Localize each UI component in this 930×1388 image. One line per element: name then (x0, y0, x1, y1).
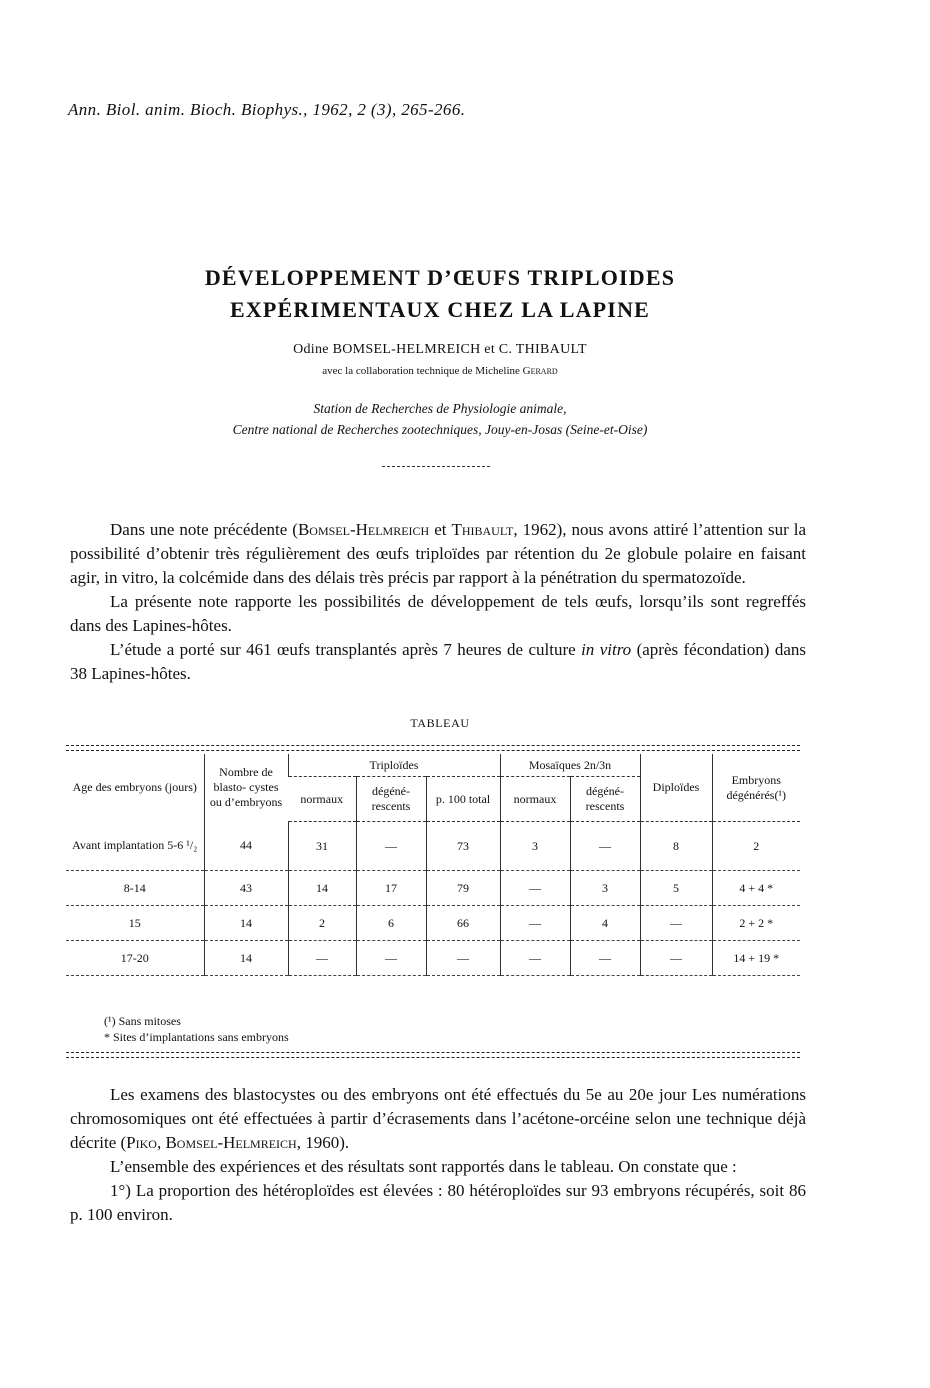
collaboration-line (0, 365, 880, 377)
authors: Odine BOMSEL-HELMREICH et C. THIBAULT (293, 342, 587, 357)
paragraph-1: Dans une note précédente (Bomsel-Helmreich et Thibault, 1962), nous avons attiré l’attention sur la possibilité d’obtenir très régulièrement des œufs triploïdes par rétention du 2e globule polaire en faisant agir, in vitro, la colcémide dans des délais très précis par rapport à la pénétration du spermatozoïde. (70, 520, 806, 587)
table-header-row (66, 754, 800, 777)
table-caption: TABLEAU (410, 716, 470, 730)
table-row: 15 14 2 6 66 — 4 — 2 + 2 * (66, 906, 800, 941)
affiliation-line-1: Station de Recherches de Physiologie animale, (313, 401, 567, 416)
article-title (0, 262, 880, 326)
col-mos-normaux: normaux (500, 777, 570, 822)
col-nombre: Nombre de blasto- cystes ou d’embryons (204, 754, 288, 822)
col-tri-p100: p. 100 total (426, 777, 500, 822)
collab-prefix: avec la collaboration technique de Micheline (322, 365, 523, 377)
table-bottom-rule (66, 1052, 800, 1058)
paragraph-6: 1°) La proportion des hétéroploïdes est élevées : 80 hétéroploïdes sur 93 embryons récupérés, soit 86 p. 100 environ. (70, 1181, 806, 1224)
affiliation (0, 398, 880, 440)
section-separator (382, 466, 490, 469)
results-text (70, 1083, 806, 1227)
paragraph-4: Les examens des blastocystes ou des embryons ont été effectués du 5e au 20e jour Les numérations chromosomiques ont été effectuées à partir d’écrasements dans l’acétone-orcéine selon une technique déjà décrite (Piko, Bomsel-Helmreich, 1960). (70, 1085, 806, 1152)
col-mos-degenerescents: dégéné- rescents (570, 777, 640, 822)
table-row: 17-20 14 — — — — — — 14 + 19 * (66, 941, 800, 976)
paragraph-2: La présente note rapporte les possibilités de développement de tels œufs, lorsqu’ils sont regreffés dans des Lapines-hôtes. (70, 592, 806, 635)
table-row: 8-14 43 14 17 79 — 3 5 4 + 4 * (66, 871, 800, 906)
paragraph-5: L’ensemble des expériences et des résultats sont rapportés dans le tableau. On constate que : (110, 1157, 737, 1176)
col-group-mosaiques: Mosaïques 2n/3n (500, 754, 640, 777)
paragraph-3: L’étude a porté sur 461 œufs transplantés après 7 heures de culture in vitro (après fécondation) dans 38 Lapines-hôtes. (70, 640, 806, 683)
col-diploides: Diploïdes (640, 754, 712, 822)
intro-text (70, 518, 806, 686)
title-line-2: EXPÉRIMENTAUX CHEZ LA LAPINE (229, 297, 651, 322)
col-age: Age des embryons (jours) (72, 780, 197, 795)
col-embryons-degeneres: Embryons dégénérés(¹) (712, 754, 800, 822)
journal-citation: Ann. Biol. anim. Bioch. Biophys., 1962, 2 (3), 265-266. (68, 100, 466, 119)
table-row: Avant implantation 5-6 ¹/₂ 44 31 — 73 3 — 8 2 (66, 822, 800, 871)
table-note-2: * Sites d’implantations sans embryons (104, 1030, 289, 1044)
title-line-1: DÉVELOPPEMENT D’ŒUFS TRIPLOIDES (204, 265, 676, 290)
col-tri-degenerescents: dégéné- rescents (356, 777, 426, 822)
results-table (66, 754, 800, 976)
table-top-rule (66, 745, 800, 751)
col-tri-normaux: normaux (288, 777, 356, 822)
table-note-1: (¹) Sans mitoses (104, 1014, 181, 1028)
col-group-triploides: Triploïdes (288, 754, 500, 777)
affiliation-line-2: Centre national de Recherches zootechniques, Jouy-en-Josas (Seine-et-Oise) (232, 422, 648, 437)
table-notes (104, 1013, 604, 1045)
collab-name: Gerard (522, 365, 558, 377)
